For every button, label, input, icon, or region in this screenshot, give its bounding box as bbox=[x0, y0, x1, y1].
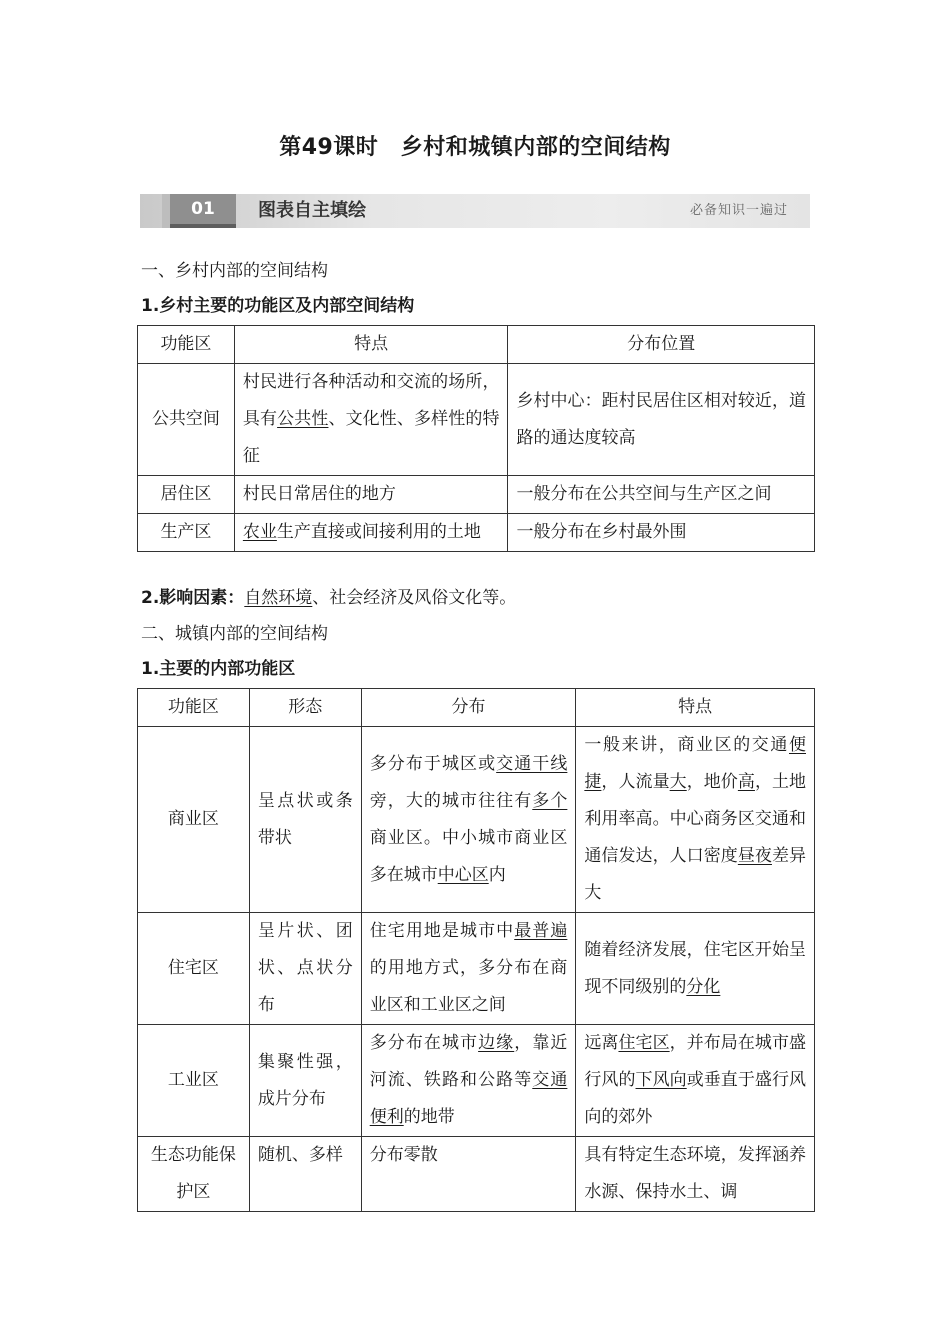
section-subtitle: 必备知识一遍过 bbox=[689, 203, 788, 218]
answer-blank: 边缘 bbox=[478, 1033, 515, 1053]
feature-cell: 村民进行各种活动和交流的场所，具有公共性、文化性、多样性的特征 bbox=[234, 364, 508, 476]
zone-cell: 生产区 bbox=[138, 514, 235, 552]
subheading-rural-zones: 1.乡村主要的功能区及内部空间结构 bbox=[141, 296, 415, 316]
zone-cell: 商业区 bbox=[138, 727, 250, 913]
table-header-row bbox=[138, 326, 815, 364]
distribution-cell: 多分布于城区或交通干线旁，大的城市往往有多个商业区。中小城市商业区多在城市中心区内 bbox=[361, 727, 576, 913]
header-cell: 功能区 bbox=[138, 689, 250, 727]
form-cell: 呈片状、团状、点状分布 bbox=[249, 913, 361, 1025]
table-row bbox=[138, 514, 815, 552]
location-cell: 乡村中心：距村民居住区相对较近，道路的通达度较高 bbox=[508, 364, 815, 476]
distribution-cell: 住宅用地是城市中最普遍的用地方式，多分布在商业区和工业区之间 bbox=[361, 913, 576, 1025]
table-header-row bbox=[138, 689, 815, 727]
subheading-urban-zones: 1.主要的内部功能区 bbox=[141, 659, 296, 679]
location-cell: 一般分布在乡村最外围 bbox=[508, 514, 815, 552]
header-cell: 特点 bbox=[234, 326, 508, 364]
zone-cell: 生态功能保护区 bbox=[138, 1137, 250, 1212]
rural-zone-table bbox=[137, 325, 815, 552]
heading-urban: 二、城镇内部的空间结构 bbox=[141, 624, 328, 644]
answer-blank: 交通便利 bbox=[369, 1070, 568, 1127]
header-cell: 特点 bbox=[576, 689, 815, 727]
form-cell: 随机、多样 bbox=[249, 1137, 361, 1212]
section-banner bbox=[140, 194, 810, 228]
location-cell: 一般分布在公共空间与生产区之间 bbox=[508, 476, 815, 514]
section-title: 图表自主填绘 bbox=[258, 200, 366, 221]
zone-cell: 住宅区 bbox=[138, 913, 250, 1025]
answer-blank: 农业 bbox=[242, 522, 277, 542]
header-cell: 分布 bbox=[361, 689, 576, 727]
distribution-cell: 多分布在城市边缘，靠近河流、铁路和公路等交通便利的地带 bbox=[361, 1025, 576, 1137]
table-row bbox=[138, 1025, 815, 1137]
answer-blank: 住宅区 bbox=[618, 1033, 670, 1053]
answer-blank: 高 bbox=[737, 772, 755, 792]
form-cell: 呈点状或条带状 bbox=[249, 727, 361, 913]
page-title: 第49课时 乡村和城镇内部的空间结构 bbox=[279, 135, 671, 160]
feature-cell: 一般来讲，商业区的交通便捷，人流量大，地价高，土地利用率高。中心商务区交通和通信发达，人口密度昼夜差异大 bbox=[576, 727, 815, 913]
answer-blank: 下风向 bbox=[635, 1070, 687, 1090]
header-cell: 形态 bbox=[249, 689, 361, 727]
answer-blank: 中心区 bbox=[437, 864, 489, 885]
header-cell: 分布位置 bbox=[508, 326, 815, 364]
answer-blank: 大 bbox=[669, 772, 687, 792]
form-cell: 集聚性强，成片分布 bbox=[249, 1025, 361, 1137]
answer-blank: 便捷 bbox=[584, 735, 806, 792]
feature-cell: 村民日常居住的地方 bbox=[234, 476, 508, 514]
feature-cell: 农业生产直接或间接利用的土地 bbox=[234, 514, 508, 552]
answer-blank: 多个 bbox=[532, 790, 568, 811]
answer-blank: 分化 bbox=[686, 976, 721, 997]
table-row bbox=[138, 476, 815, 514]
influence-factors: 2.影响因素：自然环境、社会经济及风俗文化等。 bbox=[141, 588, 517, 608]
header-cell: 功能区 bbox=[138, 326, 235, 364]
zone-cell: 居住区 bbox=[138, 476, 235, 514]
section-number: 01 bbox=[170, 194, 236, 228]
zone-cell: 公共空间 bbox=[138, 364, 235, 476]
answer-blank: 自然环境 bbox=[244, 588, 313, 608]
table-row bbox=[138, 913, 815, 1025]
table-row bbox=[138, 364, 815, 476]
distribution-cell: 分布零散 bbox=[361, 1137, 576, 1212]
feature-cell: 具有特定生态环境，发挥涵养水源、保持水土、调 bbox=[576, 1137, 815, 1212]
urban-zone-table bbox=[137, 688, 815, 1212]
answer-blank: 昼夜 bbox=[737, 846, 772, 866]
answer-blank: 公共性 bbox=[277, 409, 329, 429]
answer-blank: 交通干线 bbox=[496, 753, 568, 774]
feature-cell: 远离住宅区，并布局在城市盛行风的下风向或垂直于盛行风向的郊外 bbox=[576, 1025, 815, 1137]
heading-rural: 一、乡村内部的空间结构 bbox=[141, 261, 328, 281]
table-row bbox=[138, 727, 815, 913]
answer-blank: 最普遍 bbox=[514, 921, 568, 941]
table-row bbox=[138, 1137, 815, 1212]
zone-cell: 工业区 bbox=[138, 1025, 250, 1137]
feature-cell: 随着经济发展，住宅区开始呈现不同级别的分化 bbox=[576, 913, 815, 1025]
